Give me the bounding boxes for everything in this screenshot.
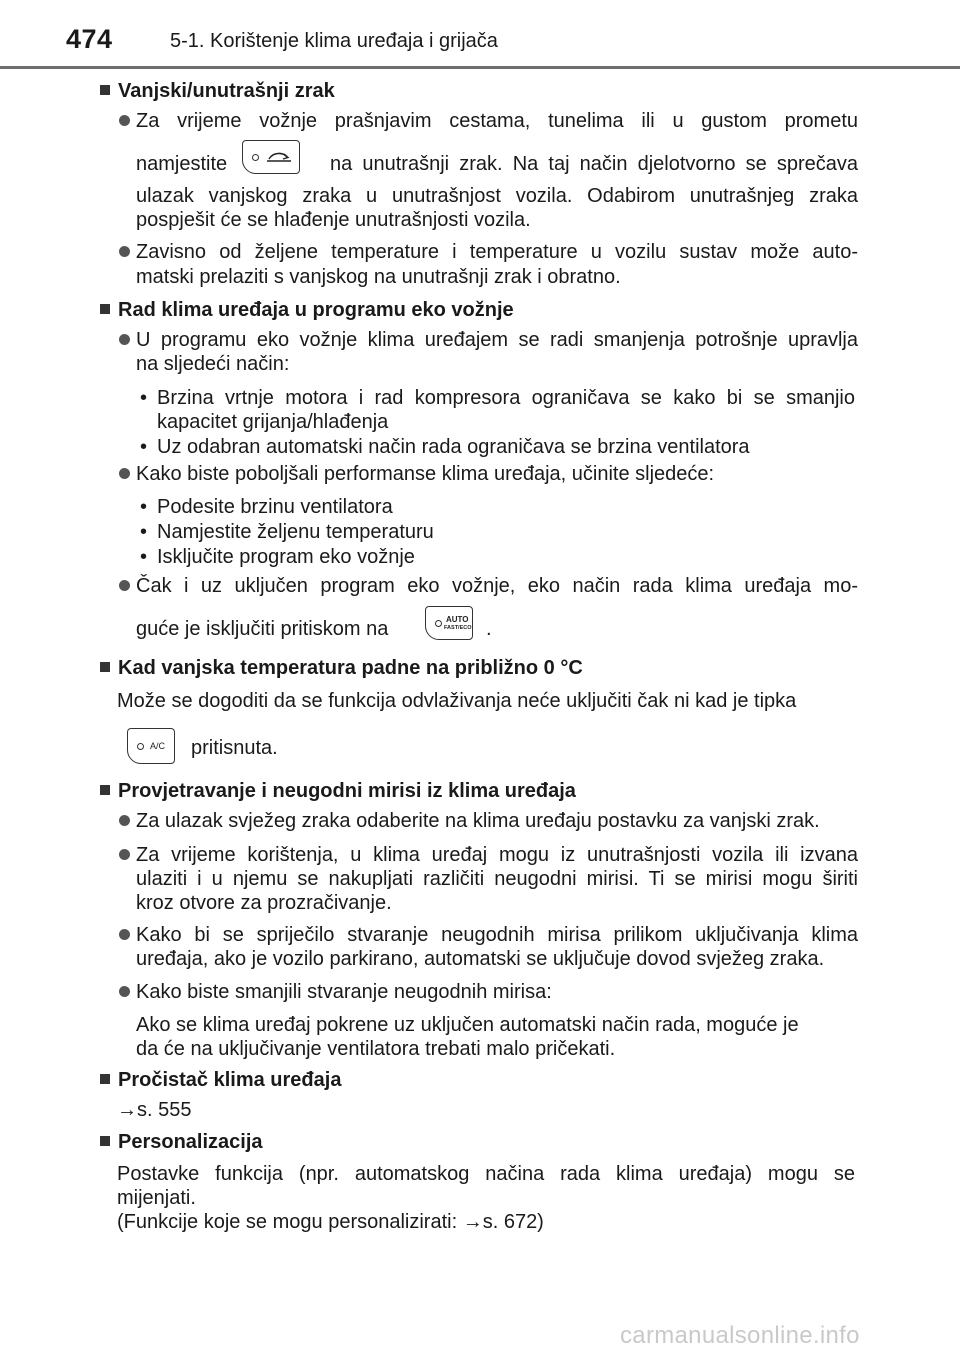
odor-bullet-4: Kako biste smanjili stvaranje neugodnih mirisa: bbox=[136, 981, 552, 1003]
chapter-title: 5-1. Korištenje klima uređaja i grijača bbox=[170, 30, 498, 52]
square-bullet-icon bbox=[100, 85, 110, 95]
round-bullet-icon bbox=[119, 115, 130, 126]
odor-bullet-3-line-2: uređaja, ako je vozilo parkirano, automatski se uključuje dovod svježeg zraka. bbox=[136, 948, 825, 970]
header-divider bbox=[0, 66, 960, 69]
eco-bullet-3-end: . bbox=[486, 618, 492, 640]
indicator-led-icon bbox=[252, 154, 259, 161]
eco-item-3: Podesite brzinu ventilatora bbox=[157, 496, 393, 518]
personal-line-2: mijenjati. bbox=[117, 1187, 196, 1209]
round-bullet-icon bbox=[119, 849, 130, 860]
page-number: 474 bbox=[66, 24, 113, 54]
cold-paragraph-line-1: Može se dogoditi da se funkcija odvlaživanja neće uključiti čak ni kad je tipka bbox=[117, 690, 797, 712]
odor-bullet-2-line-1: Za vrijeme korištenja, u klima uređaj mogu iz unutrašnjosti vozila ili izvana bbox=[136, 844, 858, 866]
eco-item-1-line-2: kapacitet grijanja/hlađenja bbox=[157, 411, 389, 433]
eco-item-4: Namjestite željenu temperaturu bbox=[157, 521, 434, 543]
eco-item-1-line-1: Brzina vrtnje motora i rad kompresora ograničava se kako bi se smanjio bbox=[157, 387, 855, 409]
eco-item-5: Isključite program eko vožnje bbox=[157, 546, 415, 568]
odor-bullet-2-line-3: kroz otvore za prozračivanje. bbox=[136, 892, 392, 914]
section-heading-personalization: Personalizacija bbox=[100, 1130, 263, 1154]
cold-paragraph-line-2: pritisnuta. bbox=[191, 737, 278, 759]
dot-bullet: • bbox=[140, 387, 148, 409]
indicator-led-icon bbox=[435, 620, 442, 627]
ac-button bbox=[127, 728, 175, 764]
section-heading-cold: Kad vanjska temperatura padne na približno 0 °C bbox=[100, 656, 583, 680]
personal-line-3: (Funkcije koje se mogu personalizirati: →s. 672) bbox=[117, 1211, 544, 1233]
indicator-led-icon bbox=[137, 743, 144, 750]
square-bullet-icon bbox=[100, 1136, 110, 1146]
dot-bullet: • bbox=[140, 546, 148, 568]
odor-bullet-2-line-2: ulaziti i u njemu se nakupljati različiti neugodni mirisi. Ti se mirisi mogu širiti bbox=[136, 868, 858, 890]
air-bullet-2-line-2: matski prelaziti s vanjskog na unutrašnji zrak i obratno. bbox=[136, 266, 621, 288]
odor-paragraph-line-1: Ako se klima uređaj pokrene uz uključen automatski način rada, moguće je bbox=[136, 1014, 799, 1036]
air-bullet-1-line-4: pospješit će se hlađenje unutrašnjosti vozila. bbox=[136, 209, 531, 231]
round-bullet-icon bbox=[119, 580, 130, 591]
section-heading-odor: Provjetravanje i neugodni mirisi iz klima uređaja bbox=[100, 779, 576, 803]
dot-bullet: • bbox=[140, 436, 148, 458]
air-recirculation-icon bbox=[265, 150, 293, 164]
round-bullet-icon bbox=[119, 246, 130, 257]
square-bullet-icon bbox=[100, 1074, 110, 1084]
air-bullet-1-line-1: Za vrijeme vožnje prašnjavim cestama, tunelima ili u gustom prometu bbox=[136, 110, 858, 132]
eco-bullet-3-line-1: Čak i uz uključen program eko vožnje, eko način rada klima uređaja mo- bbox=[136, 575, 858, 597]
round-bullet-icon bbox=[119, 929, 130, 940]
odor-bullet-1: Za ulazak svježeg zraka odaberite na klima uređaju postavku za vanjski zrak. bbox=[136, 810, 820, 832]
watermark: carmanualsonline.info bbox=[620, 1322, 860, 1349]
section-heading-eco: Rad klima uređaja u programu eko vožnje bbox=[100, 298, 514, 322]
ac-label: A/C bbox=[150, 741, 166, 751]
square-bullet-icon bbox=[100, 662, 110, 672]
eco-bullet-3-line-2: guće je isključiti pritiskom na bbox=[136, 618, 389, 640]
round-bullet-icon bbox=[119, 815, 130, 826]
filter-page-reference[interactable]: →s. 555 bbox=[117, 1099, 192, 1121]
square-bullet-icon bbox=[100, 785, 110, 795]
square-bullet-icon bbox=[100, 304, 110, 314]
dot-bullet: • bbox=[140, 496, 148, 518]
air-bullet-1-line-3: ulazak vanjskog zraka u unutrašnjost vozila. Odabirom unutrašnjeg zraka bbox=[136, 185, 858, 207]
eco-bullet-1-line-2: na sljedeći način: bbox=[136, 353, 290, 375]
air-bullet-2-line-1: Zavisno od željene temperature i temperature u vozilu sustav može auto- bbox=[136, 241, 858, 263]
auto-fast-eco-button bbox=[425, 606, 473, 640]
air-bullet-1-line-2a: namjestite bbox=[136, 153, 228, 175]
personal-line-1: Postavke funkcija (npr. automatskog načina rada klima uređaja) mogu se bbox=[117, 1163, 855, 1185]
odor-bullet-3-line-1: Kako bi se spriječilo stvaranje neugodnih mirisa prilikom uključivanja klima bbox=[136, 924, 858, 946]
air-bullet-1-line-2b: na unutrašnji zrak. Na taj način djelotvorno se sprečava bbox=[330, 153, 858, 175]
auto-label: AUTO bbox=[446, 615, 469, 624]
odor-paragraph-line-2: da će na uključivanje ventilatora trebati malo pričekati. bbox=[136, 1038, 616, 1060]
auto-sublabel: FAST/ECO bbox=[444, 625, 472, 631]
eco-bullet-2: Kako biste poboljšali performanse klima uređaja, učinite sljedeće: bbox=[136, 463, 715, 485]
round-bullet-icon bbox=[119, 334, 130, 345]
dot-bullet: • bbox=[140, 521, 148, 543]
section-heading-air: Vanjski/unutrašnji zrak bbox=[100, 79, 335, 103]
recirculation-button bbox=[242, 140, 300, 174]
round-bullet-icon bbox=[119, 468, 130, 479]
section-heading-filter: Pročistač klima uređaja bbox=[100, 1068, 341, 1092]
eco-bullet-1-line-1: U programu eko vožnje klima uređajem se radi smanjenja potrošnje upravlja bbox=[136, 329, 858, 351]
eco-item-2: Uz odabran automatski način rada ograničava se brzina ventilatora bbox=[157, 436, 750, 458]
round-bullet-icon bbox=[119, 986, 130, 997]
